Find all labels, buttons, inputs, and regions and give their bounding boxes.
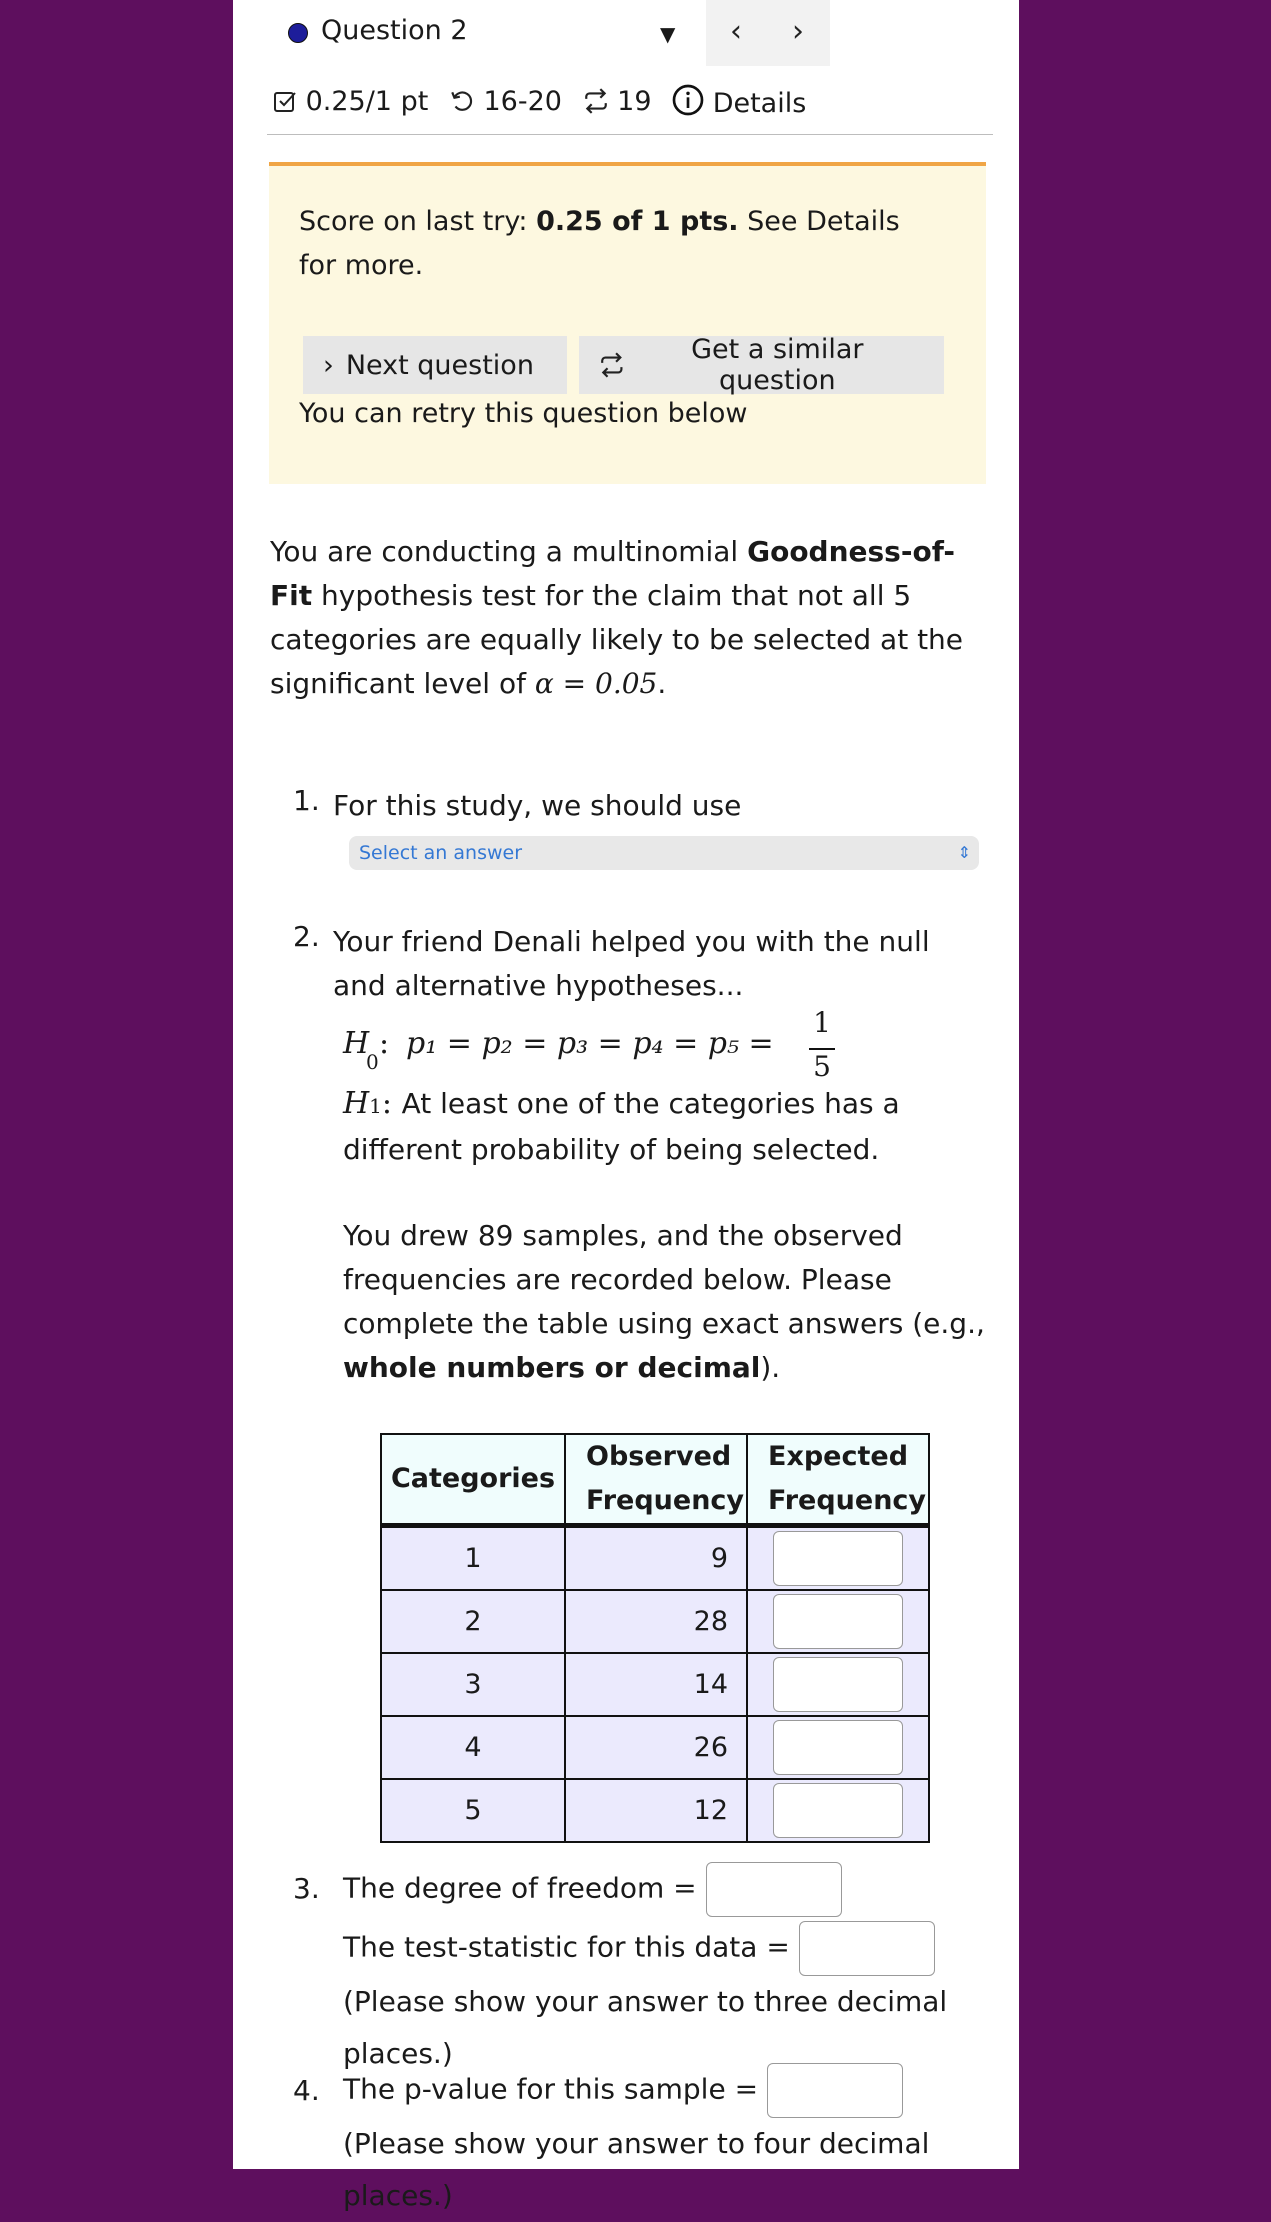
undo-icon (449, 88, 475, 114)
header-divider (267, 134, 993, 135)
caret-down-icon[interactable]: ▼ (660, 22, 676, 46)
next-question-button[interactable]: › Next question (303, 336, 567, 394)
question-selector[interactable]: Question 2 (321, 15, 468, 46)
chevron-right-icon[interactable]: › (792, 14, 804, 49)
expected-input-2[interactable] (773, 1594, 903, 1649)
degrees-of-freedom-line: The degree of freedom = (343, 1862, 842, 1917)
frequency-table (380, 1433, 930, 1843)
alpha-value: α = 0.05 (534, 667, 658, 700)
question-nav (706, 0, 830, 66)
question-meta (273, 84, 818, 119)
table-row: 4 26 (381, 1716, 929, 1779)
question-page: Question 2 ▼ ‹ › 0.25/1 pt 16-20 19 Details Score on last try: 0.25 of 1 pts. See Details for more. › Next question Get a similar question You can retry this question below You are conducting a multinomial Goodness-of-Fit hypothesis test for the claim that not all 5 categories are equally likely to be selected at the significant level of α = 0.05. 1. For this study, we should use Select an answer ⇕ 2. Your friend Denali helped you with the null and alternative hypotheses... H 0 : p₁ = p₂ = p₃ = p₄ = p₅ = 1 5 H1: At least one of the categories has a different probability of being selected. You drew 89 samples, and the observed frequencies are recorded below. Please complete the table using exact answers (e.g., whole numbers or decimal). Categories Observed Frequency Expected Frequency 1 9 2 28 3 14 4 26 5 12 3. The degree of freedom = The test-statistic for this data = (Please show your answer to three decimal places.) 4. The p-value for this sample = (Please show your answer to four decimal places.) (233, 0, 1019, 2169)
repeat-icon (583, 88, 609, 114)
alternative-hypothesis: H1: At least one of the categories has a different probability of being selected. (343, 1086, 900, 1166)
similar-question-button[interactable]: Get a similar question (579, 336, 944, 394)
p-value-input[interactable] (767, 2063, 903, 2118)
table-row: 1 9 (381, 1526, 929, 1591)
test-type-select[interactable]: Select an answer ⇕ (349, 836, 979, 870)
header-expected: Expected Frequency (747, 1434, 929, 1526)
p-value-line: The p-value for this sample = (Please show your answer to four decimal places.) (343, 2063, 1013, 2222)
expected-input-5[interactable] (773, 1783, 903, 1838)
details-link[interactable]: Details (672, 84, 806, 119)
checkbox-icon (273, 90, 297, 114)
score-text: Score on last try: 0.25 of 1 pts. See Details for more. (299, 206, 900, 281)
chevron-left-icon[interactable]: ‹ (730, 14, 742, 49)
info-icon (672, 84, 704, 116)
samples-description: You drew 89 samples, and the observed frequencies are recorded below. Please complete the table using exact answers (e.g., whole numbers or decimal). (343, 1219, 985, 1384)
retries-indicator: 16-20 (449, 86, 562, 117)
repeat-icon (599, 352, 625, 378)
null-hypothesis: H 0 : p₁ = p₂ = p₃ = p₄ = p₅ = 1 5 (343, 1010, 863, 1080)
attempts-indicator: 19 (583, 86, 652, 117)
points-indicator: 0.25/1 pt (273, 86, 428, 117)
test-statistic-input[interactable] (799, 1921, 935, 1976)
chevron-right-icon: › (323, 349, 334, 381)
question-status-dot (288, 23, 308, 43)
header-observed: Observed Frequency (565, 1434, 747, 1526)
table-row: 3 14 (381, 1653, 929, 1716)
score-feedback-box (269, 162, 986, 484)
degrees-of-freedom-input[interactable] (706, 1862, 842, 1917)
table-row: 5 12 (381, 1779, 929, 1842)
test-statistic-line: The test-statistic for this data = (Please show your answer to three decimal places.) (343, 1921, 1013, 2080)
expected-input-3[interactable] (773, 1657, 903, 1712)
table-row: 2 28 (381, 1590, 929, 1653)
expected-input-4[interactable] (773, 1720, 903, 1775)
question-header (288, 0, 1008, 66)
retry-text: You can retry this question below (299, 398, 748, 429)
expected-input-1[interactable] (773, 1531, 903, 1586)
select-arrows-icon: ⇕ (957, 843, 971, 862)
header-categories: Categories (381, 1434, 565, 1526)
question-intro: You are conducting a multinomial Goodness-of-Fit hypothesis test for the claim that not all 5 categories are equally likely to be selected at the significant level of α = 0.05. (270, 535, 964, 700)
